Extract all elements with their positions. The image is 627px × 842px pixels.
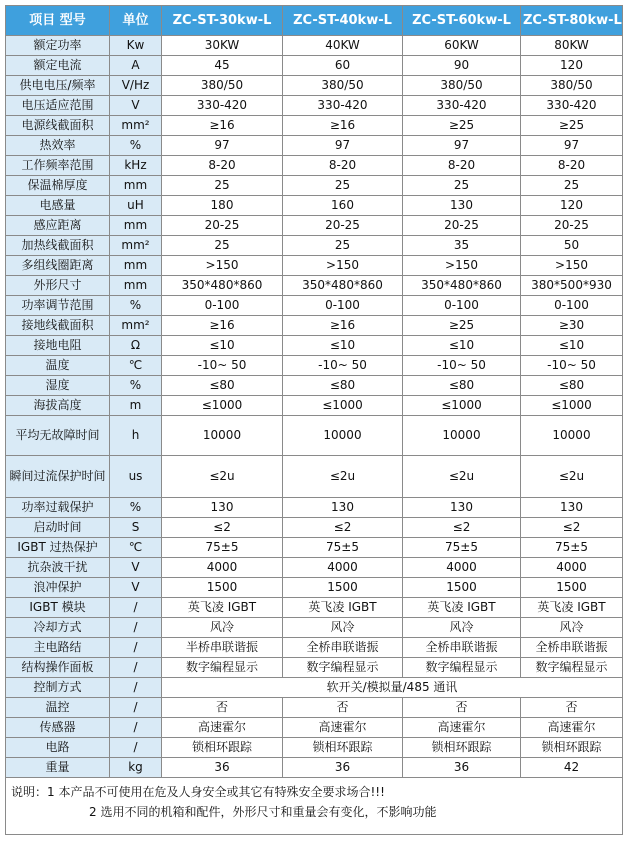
spec-sheet — [5, 5, 622, 835]
param-value: 380/50 — [283, 76, 403, 96]
param-value: 97 — [521, 136, 623, 156]
param-value: 380/50 — [162, 76, 283, 96]
param-name: IGBT 模块 — [6, 598, 110, 618]
header-row — [6, 6, 623, 36]
param-name: 控制方式 — [6, 678, 110, 698]
param-value: 全桥串联谐振 — [403, 638, 521, 658]
param-value: 0-100 — [521, 296, 623, 316]
param-value: 130 — [283, 498, 403, 518]
param-value: 350*480*860 — [283, 276, 403, 296]
param-unit: % — [110, 136, 162, 156]
param-value: 350*480*860 — [403, 276, 521, 296]
param-value: 英飞凌 IGBT — [521, 598, 623, 618]
table-row — [6, 518, 623, 538]
param-unit: us — [110, 456, 162, 498]
param-name: 热效率 — [6, 136, 110, 156]
param-value: 0-100 — [283, 296, 403, 316]
param-value: 全桥串联谐振 — [521, 638, 623, 658]
param-value: ≥25 — [403, 116, 521, 136]
param-value: ≥25 — [521, 116, 623, 136]
header-item-model: 项目 型号 — [6, 6, 110, 36]
param-value: 1500 — [403, 578, 521, 598]
table-row — [6, 538, 623, 558]
table-row — [6, 136, 623, 156]
param-value: ≤2 — [162, 518, 283, 538]
header-model-30kw: ZC-ST-30kw-L — [162, 6, 283, 36]
param-unit: mm — [110, 276, 162, 296]
param-value: 90 — [403, 56, 521, 76]
table-row — [6, 256, 623, 276]
param-value: 380*500*930 — [521, 276, 623, 296]
param-value: 风冷 — [521, 618, 623, 638]
param-unit: mm² — [110, 116, 162, 136]
param-value: >150 — [162, 256, 283, 276]
param-unit: mm — [110, 216, 162, 236]
table-row — [6, 598, 623, 618]
param-value: 10000 — [283, 416, 403, 456]
param-value: 数字编程显示 — [283, 658, 403, 678]
table-row — [6, 658, 623, 678]
table-row — [6, 416, 623, 456]
param-unit: mm² — [110, 316, 162, 336]
param-unit: kHz — [110, 156, 162, 176]
param-value: 半桥串联谐振 — [162, 638, 283, 658]
param-value: 10000 — [521, 416, 623, 456]
param-value: 60KW — [403, 36, 521, 56]
table-row — [6, 96, 623, 116]
param-unit: m — [110, 396, 162, 416]
param-value: 英飞凌 IGBT — [162, 598, 283, 618]
param-name: 接地电阻 — [6, 336, 110, 356]
param-unit: V — [110, 578, 162, 598]
param-value: 20-25 — [283, 216, 403, 236]
param-value: 风冷 — [162, 618, 283, 638]
param-value: 20-25 — [403, 216, 521, 236]
param-value: 数字编程显示 — [162, 658, 283, 678]
param-name: IGBT 过热保护 — [6, 538, 110, 558]
table-row — [6, 738, 623, 758]
note-line-2: 2 选用不同的机箱和配件，外形尺寸和重量会有变化，不影响功能 — [89, 805, 437, 819]
table-row — [6, 336, 623, 356]
param-value: ≤2 — [521, 518, 623, 538]
param-value: -10~ 50 — [521, 356, 623, 376]
param-name: 多组线圈距离 — [6, 256, 110, 276]
table-row — [6, 196, 623, 216]
param-name: 额定功率 — [6, 36, 110, 56]
param-value: 380/50 — [521, 76, 623, 96]
param-unit: V — [110, 558, 162, 578]
param-value: ≥25 — [403, 316, 521, 336]
param-value: ≤2 — [283, 518, 403, 538]
param-value: 4000 — [521, 558, 623, 578]
param-value: 1500 — [521, 578, 623, 598]
param-value: -10~ 50 — [162, 356, 283, 376]
param-value: 数字编程显示 — [521, 658, 623, 678]
param-unit: kg — [110, 758, 162, 778]
param-name: 工作频率范围 — [6, 156, 110, 176]
table-row — [6, 176, 623, 196]
param-unit: / — [110, 678, 162, 698]
table-row — [6, 36, 623, 56]
param-value: 全桥串联谐振 — [283, 638, 403, 658]
param-value: 97 — [403, 136, 521, 156]
param-unit: mm — [110, 176, 162, 196]
param-value: 高速霍尔 — [403, 718, 521, 738]
param-value: >150 — [403, 256, 521, 276]
param-unit: A — [110, 56, 162, 76]
param-name: 感应距离 — [6, 216, 110, 236]
param-value: 36 — [403, 758, 521, 778]
param-value: ≤2u — [403, 456, 521, 498]
param-value: ≥16 — [283, 316, 403, 336]
param-unit: ℃ — [110, 356, 162, 376]
table-row — [6, 698, 623, 718]
param-value: 0-100 — [162, 296, 283, 316]
param-value: 60 — [283, 56, 403, 76]
param-value: ≤1000 — [521, 396, 623, 416]
param-value: -10~ 50 — [403, 356, 521, 376]
table-row — [6, 376, 623, 396]
param-value: 120 — [521, 196, 623, 216]
param-unit: / — [110, 738, 162, 758]
param-value: 97 — [283, 136, 403, 156]
param-value: 120 — [521, 56, 623, 76]
param-value: 25 — [162, 176, 283, 196]
param-value: 25 — [283, 176, 403, 196]
table-row — [6, 578, 623, 598]
param-name: 平均无故障时间 — [6, 416, 110, 456]
param-value: 160 — [283, 196, 403, 216]
param-name: 供电电压/频率 — [6, 76, 110, 96]
param-value: ≥30 — [521, 316, 623, 336]
param-unit: / — [110, 698, 162, 718]
table-row — [6, 156, 623, 176]
param-value: 1500 — [162, 578, 283, 598]
param-unit: uH — [110, 196, 162, 216]
param-value: 8-20 — [403, 156, 521, 176]
param-value: 180 — [162, 196, 283, 216]
table-row — [6, 678, 623, 698]
param-value: 高速霍尔 — [283, 718, 403, 738]
param-name: 瞬间过流保护时间 — [6, 456, 110, 498]
param-value: ≤80 — [283, 376, 403, 396]
param-unit: V — [110, 96, 162, 116]
param-value: 0-100 — [403, 296, 521, 316]
param-value: 4000 — [283, 558, 403, 578]
param-name: 外形尺寸 — [6, 276, 110, 296]
param-unit: / — [110, 718, 162, 738]
param-name: 功率过载保护 — [6, 498, 110, 518]
spec-table-body — [6, 36, 623, 778]
param-value: 高速霍尔 — [521, 718, 623, 738]
table-row — [6, 56, 623, 76]
param-name: 接地线截面积 — [6, 316, 110, 336]
header-model-40kw: ZC-ST-40kw-L — [283, 6, 403, 36]
param-unit: mm — [110, 256, 162, 276]
param-value: 130 — [403, 196, 521, 216]
table-row — [6, 216, 623, 236]
param-name: 电感量 — [6, 196, 110, 216]
param-name: 功率调节范围 — [6, 296, 110, 316]
param-unit: Ω — [110, 336, 162, 356]
param-value: 25 — [403, 176, 521, 196]
param-name: 启动时间 — [6, 518, 110, 538]
table-row — [6, 116, 623, 136]
table-row — [6, 758, 623, 778]
param-value: >150 — [521, 256, 623, 276]
param-value: 80KW — [521, 36, 623, 56]
param-name: 结构操作面板 — [6, 658, 110, 678]
param-value: 36 — [162, 758, 283, 778]
param-value: 锁相环跟踪 — [162, 738, 283, 758]
param-name: 加热线截面积 — [6, 236, 110, 256]
param-value: 英飞凌 IGBT — [403, 598, 521, 618]
table-row — [6, 718, 623, 738]
param-name: 抗杂波干扰 — [6, 558, 110, 578]
param-value: 10000 — [162, 416, 283, 456]
param-name: 电压适应范围 — [6, 96, 110, 116]
param-value: -10~ 50 — [283, 356, 403, 376]
spec-table — [5, 5, 623, 778]
param-value: ≤2u — [521, 456, 623, 498]
param-value: 4000 — [162, 558, 283, 578]
param-name: 温度 — [6, 356, 110, 376]
param-value: >150 — [283, 256, 403, 276]
param-value: 50 — [521, 236, 623, 256]
param-value: 42 — [521, 758, 623, 778]
param-value: ≤1000 — [403, 396, 521, 416]
param-name: 主电路结 — [6, 638, 110, 658]
param-value: 380/50 — [403, 76, 521, 96]
param-value: 锁相环跟踪 — [521, 738, 623, 758]
param-value: 风冷 — [403, 618, 521, 638]
param-value: 否 — [283, 698, 403, 718]
param-value: 20-25 — [521, 216, 623, 236]
param-value: ≤10 — [283, 336, 403, 356]
param-name: 电路 — [6, 738, 110, 758]
param-value: 4000 — [403, 558, 521, 578]
param-value: 75±5 — [403, 538, 521, 558]
param-name: 温控 — [6, 698, 110, 718]
param-value: 数字编程显示 — [403, 658, 521, 678]
notes — [5, 778, 623, 835]
param-unit: mm² — [110, 236, 162, 256]
param-value: ≤80 — [521, 376, 623, 396]
table-row — [6, 618, 623, 638]
param-value: 1500 — [283, 578, 403, 598]
header-model-80kw: ZC-ST-80kw-L — [521, 6, 623, 36]
table-row — [6, 456, 623, 498]
table-row — [6, 638, 623, 658]
param-unit: % — [110, 296, 162, 316]
param-name: 湿度 — [6, 376, 110, 396]
param-name: 传感器 — [6, 718, 110, 738]
param-value: 350*480*860 — [162, 276, 283, 296]
header-unit: 单位 — [110, 6, 162, 36]
param-unit: / — [110, 618, 162, 638]
param-value: 75±5 — [283, 538, 403, 558]
param-value: 130 — [521, 498, 623, 518]
param-value: 否 — [521, 698, 623, 718]
param-value: 130 — [162, 498, 283, 518]
table-row — [6, 356, 623, 376]
table-row — [6, 76, 623, 96]
param-unit: / — [110, 638, 162, 658]
param-unit: S — [110, 518, 162, 538]
param-value: ≤2u — [162, 456, 283, 498]
param-value: 英飞凌 IGBT — [283, 598, 403, 618]
param-name: 额定电流 — [6, 56, 110, 76]
param-value: 25 — [283, 236, 403, 256]
param-name: 浪冲保护 — [6, 578, 110, 598]
param-value: 锁相环跟踪 — [403, 738, 521, 758]
param-value: 8-20 — [162, 156, 283, 176]
param-value: 风冷 — [283, 618, 403, 638]
param-value: ≤1000 — [283, 396, 403, 416]
table-row — [6, 498, 623, 518]
param-unit: h — [110, 416, 162, 456]
param-value: ≤80 — [162, 376, 283, 396]
table-row — [6, 316, 623, 336]
header-model-60kw: ZC-ST-60kw-L — [403, 6, 521, 36]
param-value: ≥16 — [162, 316, 283, 336]
param-unit: ℃ — [110, 538, 162, 558]
table-row — [6, 296, 623, 316]
param-value: 36 — [283, 758, 403, 778]
table-row — [6, 396, 623, 416]
param-value: 330-420 — [521, 96, 623, 116]
param-value: ≥16 — [283, 116, 403, 136]
param-unit: / — [110, 658, 162, 678]
param-name: 重量 — [6, 758, 110, 778]
param-value: ≥16 — [162, 116, 283, 136]
table-row — [6, 276, 623, 296]
param-name: 保温棉厚度 — [6, 176, 110, 196]
param-value: 75±5 — [521, 538, 623, 558]
param-value: 25 — [521, 176, 623, 196]
param-name: 电源线截面积 — [6, 116, 110, 136]
param-value: ≤80 — [403, 376, 521, 396]
param-value: 330-420 — [283, 96, 403, 116]
param-value: 否 — [162, 698, 283, 718]
param-value: 8-20 — [521, 156, 623, 176]
param-unit: % — [110, 376, 162, 396]
param-unit: / — [110, 598, 162, 618]
param-value: 45 — [162, 56, 283, 76]
param-value: 否 — [403, 698, 521, 718]
param-value: ≤10 — [521, 336, 623, 356]
param-unit: V/Hz — [110, 76, 162, 96]
param-value: 20-25 — [162, 216, 283, 236]
param-name: 海拔高度 — [6, 396, 110, 416]
table-row — [6, 558, 623, 578]
param-value: ≤2u — [283, 456, 403, 498]
param-unit: Kw — [110, 36, 162, 56]
param-value: 35 — [403, 236, 521, 256]
param-value: 10000 — [403, 416, 521, 456]
param-value: ≤10 — [403, 336, 521, 356]
param-value: 30KW — [162, 36, 283, 56]
param-value: 8-20 — [283, 156, 403, 176]
param-value: 高速霍尔 — [162, 718, 283, 738]
param-value: 75±5 — [162, 538, 283, 558]
param-name: 冷却方式 — [6, 618, 110, 638]
table-row — [6, 236, 623, 256]
param-value: 97 — [162, 136, 283, 156]
param-value: ≤10 — [162, 336, 283, 356]
param-value: ≤2 — [403, 518, 521, 538]
param-value: 25 — [162, 236, 283, 256]
param-unit: % — [110, 498, 162, 518]
param-value: 40KW — [283, 36, 403, 56]
param-value: 锁相环跟踪 — [283, 738, 403, 758]
param-value: 130 — [403, 498, 521, 518]
param-value: 330-420 — [403, 96, 521, 116]
param-value: 330-420 — [162, 96, 283, 116]
param-value: ≤1000 — [162, 396, 283, 416]
param-value-all: 软开关/模拟量/485 通讯 — [162, 678, 623, 698]
note-line-1: 说明：1 本产品不可使用在危及人身安全或其它有特殊安全要求场合!!! — [11, 785, 385, 799]
